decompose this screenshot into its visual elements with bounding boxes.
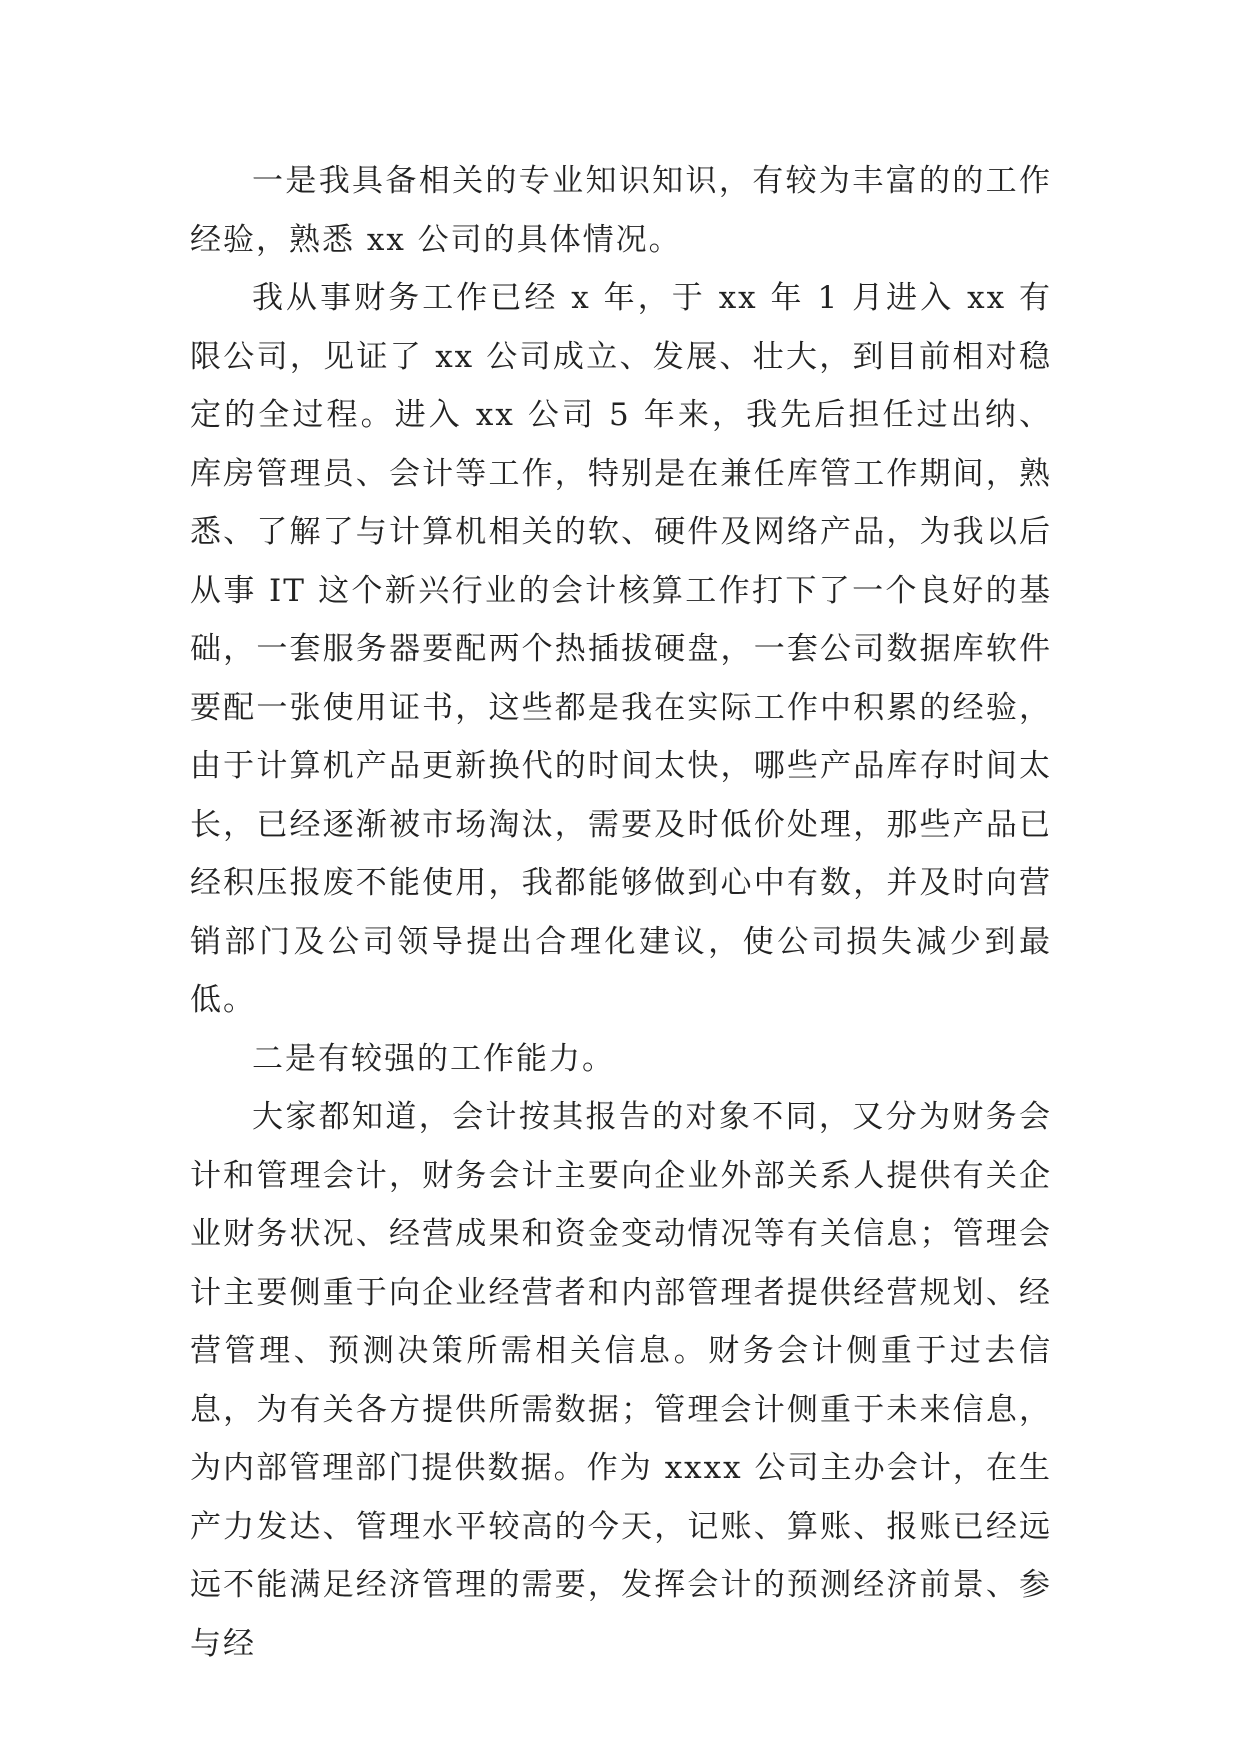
paragraph-accounting-explanation: 大家都知道，会计按其报告的对象不同，又分为财务会计和管理会计，财务会计主要向企业外部关系人提供有关企业财务状况、经营成果和资金变动情况等有关信息；管理会计主要侧重于向企业经营者和内部管理者提供经营规划、经营管理、预测决策所需相关信息。财务会计侧重于过去信息，为有关各方提供所需数据；管理会计侧重于未来信息，为内部管理部门提供数据。作为 xxxx 公司主办会计，在生产力发达、管理水平较高的今天，记账、算账、报账已经远远不能满足经济管理的需要，发挥会计的预测经济前景、参与经 [190, 1099, 1052, 1662]
document-body [190, 152, 1052, 1673]
paragraph-work-experience: 我从事财务工作已经 x 年，于 xx 年 1 月进入 xx 有限公司，见证了 xx 公司成立、发展、壮大，到目前相对稳定的全过程。进入 xx 公司 5 年来，我先后担任过出纳、库房管理员、会计等工作，特别是在兼任库管工作期间，熟悉、了解了与计算机相关的软、硬件及网络产品，为我以后从事 IT 这个新兴行业的会计核算工作打下了一个良好的基础，一套服务器要配两个热插拔硬盘，一套公司数据库软件要配一张使用证书，这些都是我在实际工作中积累的经验，由于计算机产品更新换代的时间太快，哪些产品库存时间太长，已经逐渐被市场淘汰，需要及时低价处理，那些产品已经积压报废不能使用，我都能够做到心中有数，并及时向营销部门及公司领导提出合理化建议，使公司损失减少到最低。 [190, 280, 1052, 1018]
paragraph-qualification-ability: 二是有较强的工作能力。 [252, 1040, 615, 1077]
paragraph-qualification-knowledge: 一是我具备相关的专业知识知识，有较为丰富的的工作经验，熟悉 xx 公司的具体情况。 [190, 163, 1052, 258]
